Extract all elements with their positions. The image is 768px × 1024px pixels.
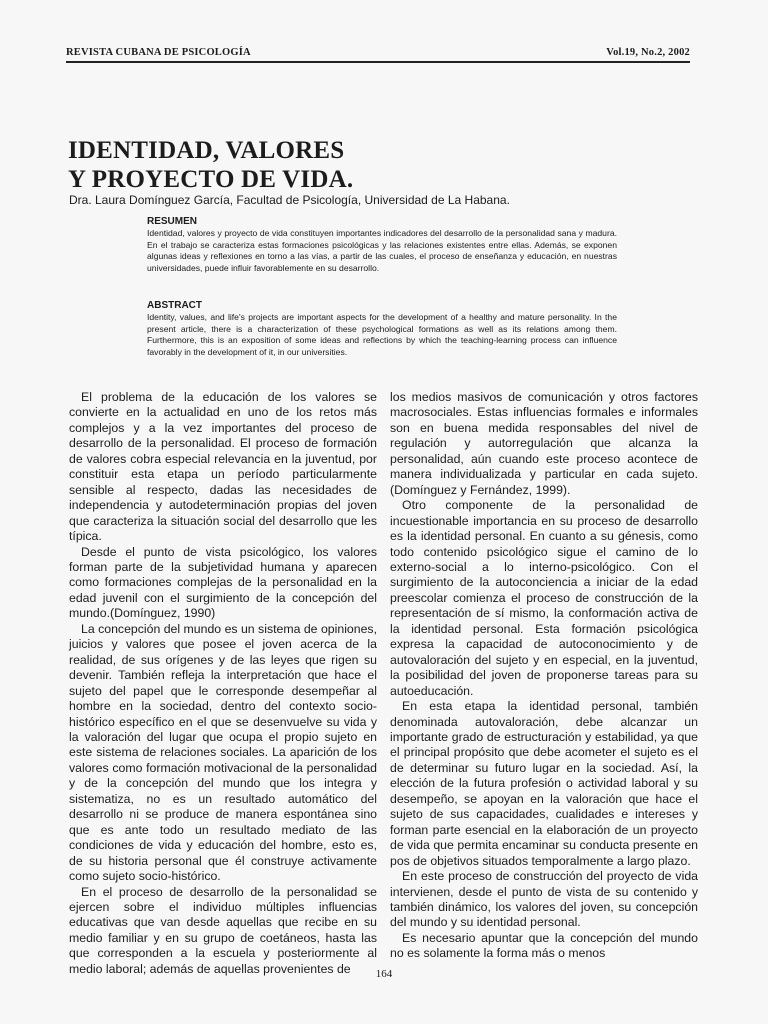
resumen-heading: RESUMEN: [147, 216, 198, 227]
abstract-heading: ABSTRACT: [147, 300, 202, 311]
paragraph: Otro componente de la personalidad de incuestionable importancia en su proceso de desarrollo es la identidad personal. En cuanto a su génesis, como todo contenido psicológico sigue el camino de lo externo-social a lo interno-psicológico. Con el surgimiento de la autoconciencia a iniciar de la edad preescolar comienza el proceso de construcción de la representación de sí mismo, la conformación activa de la identidad personal. Esta formación psicológica expresa la capacidad de autoconocimiento y de autovaloración del sujeto y en especial, en la juventud, la posibilidad del joven de proponerse tareas para su autoeducación.: [390, 498, 698, 698]
journal-name: REVISTA CUBANA DE PSICOLOGÍA: [66, 47, 251, 58]
paragraph: Desde el punto de vista psicológico, los valores forman parte de la subjetividad humana y aparecen como formaciones complejas de la personalidad en la edad juvenil con el surgimiento de la concepción del mundo.(Domínguez, 1990): [69, 544, 377, 621]
paragraph: En el proceso de desarrollo de la personalidad se ejercen sobre el individuo múltiples influencias educativas que van desde aquellas que recibe en su medio familiar y en su grupo de coetáneos, hasta las que corresponden a la escuela y posteriormente al medio laboral; además de aquellas provenientes de: [69, 884, 377, 976]
paragraph: La concepción del mundo es un sistema de opiniones, juicios y valores que posee el joven acerca de la realidad, de sus orígenes y de las leyes que rigen su devenir. También refleja la interpretación que hace el sujeto del papel que le corresponde desempeñar al hombre en la sociedad, dentro del contexto socio-histórico específico en el que se desenvuelve su vida y la valoración del lugar que ocupa el propio sujeto en este sistema de relaciones sociales. La aparición de los valores como formación motivacional de la personalidad y de la concepción del mundo que los integra y sistematiza, no es un resultado automático del desarrollo ni se produce de manera espontánea sino que es ante todo un resultado mediato de las condiciones de vida y educación del hombre, esto es, de su historia personal que él construye activamente como sujeto socio-histórico.: [69, 621, 378, 884]
paragraph-continuation: los medios masivos de comunicación y otros factores macrosociales. Estas influencias formales e informales son en buena medida responsables del nivel de regulación y autorregulación que alcanza la personalidad, aún cuando este proceso acontece de manera individualizada y particular en cada sujeto. (Domínguez y Fernández, 1999).: [390, 390, 698, 497]
paragraph: El problema de la educación de los valores se convierte en la actualidad en uno de los retos más complejos y a la vez importantes del proceso de desarrollo de la personalidad. El proceso de formación de valores cobra especial relevancia en la juventud, por constituir esta etapa un período particularmente sensible al respecto, dadas las necesidades de independencia y autodeterminación propias del joven que caracteriza la situación social del desarrollo que les típica.: [69, 390, 377, 544]
title-line-2: Y PROYECTO DE VIDA.: [68, 166, 354, 193]
volume-info: Vol.19, No.2, 2002: [606, 47, 690, 58]
resumen-section: [147, 216, 617, 274]
title-line-1: IDENTIDAD, VALORES: [68, 137, 345, 164]
author-affiliation: Dra. Laura Domínguez García, Facultad de Psicología, Universidad de La Habana.: [69, 193, 510, 207]
header-rule: [66, 61, 690, 63]
abstract-text: Identity, values, and life's projects are important aspects for the development of a healthy and mature personality. In the present article, there is a characterization of these psychological formations as well as its relations among them. Furthermore, this is an exposition of some ideas and reflections by which the teaching-learning process can influence favorably in the development of it, in our universities.: [147, 312, 617, 357]
running-header: [66, 47, 690, 58]
page-number: 164: [375, 968, 393, 980]
paragraph: En este proceso de construcción del proyecto de vida intervienen, desde el punto de vista de su contenido y también dinámico, los valores del joven, su concepción del mundo y su identidad personal.: [390, 869, 698, 930]
body-column-left: [69, 390, 377, 977]
abstract-section: [147, 300, 617, 358]
article-title: [68, 136, 353, 194]
resumen-text: Identidad, valores y proyecto de vida constituyen importantes indicadores del desarrollo de la personalidad sana y madura. En el trabajo se caracteriza estas formaciones psicológicas y las relaciones existentes entre ellas. Además, se exponen algunas ideas y reflexiones en torno a las vías, a partir de las cuales, el proceso de enseñanza y educación, en nuestras universidades, puede influir favorablemente en su desarrollo.: [147, 228, 617, 273]
paragraph: En esta etapa la identidad personal, también denominada autovaloración, debe alcanzar un importante grado de estructuración y estabilidad, ya que el principal propósito que debe acometer el sujeto es el de determinar su futuro lugar en la sociedad. Así, la elección de la futura profesión o actividad laboral y su desempeño, se apoyan en la valoración que hace el sujeto de sus capacidades, cualidades e intereses y forman parte esencial en la elaboración de un proyecto de vida que permita encaminar su conducta presente en pos de objetivos situados temporalmente a largo plazo.: [390, 699, 698, 868]
paragraph: Es necesario apuntar que la concepción del mundo no es solamente la forma más o menos: [390, 930, 698, 961]
body-column-right: [390, 390, 698, 962]
